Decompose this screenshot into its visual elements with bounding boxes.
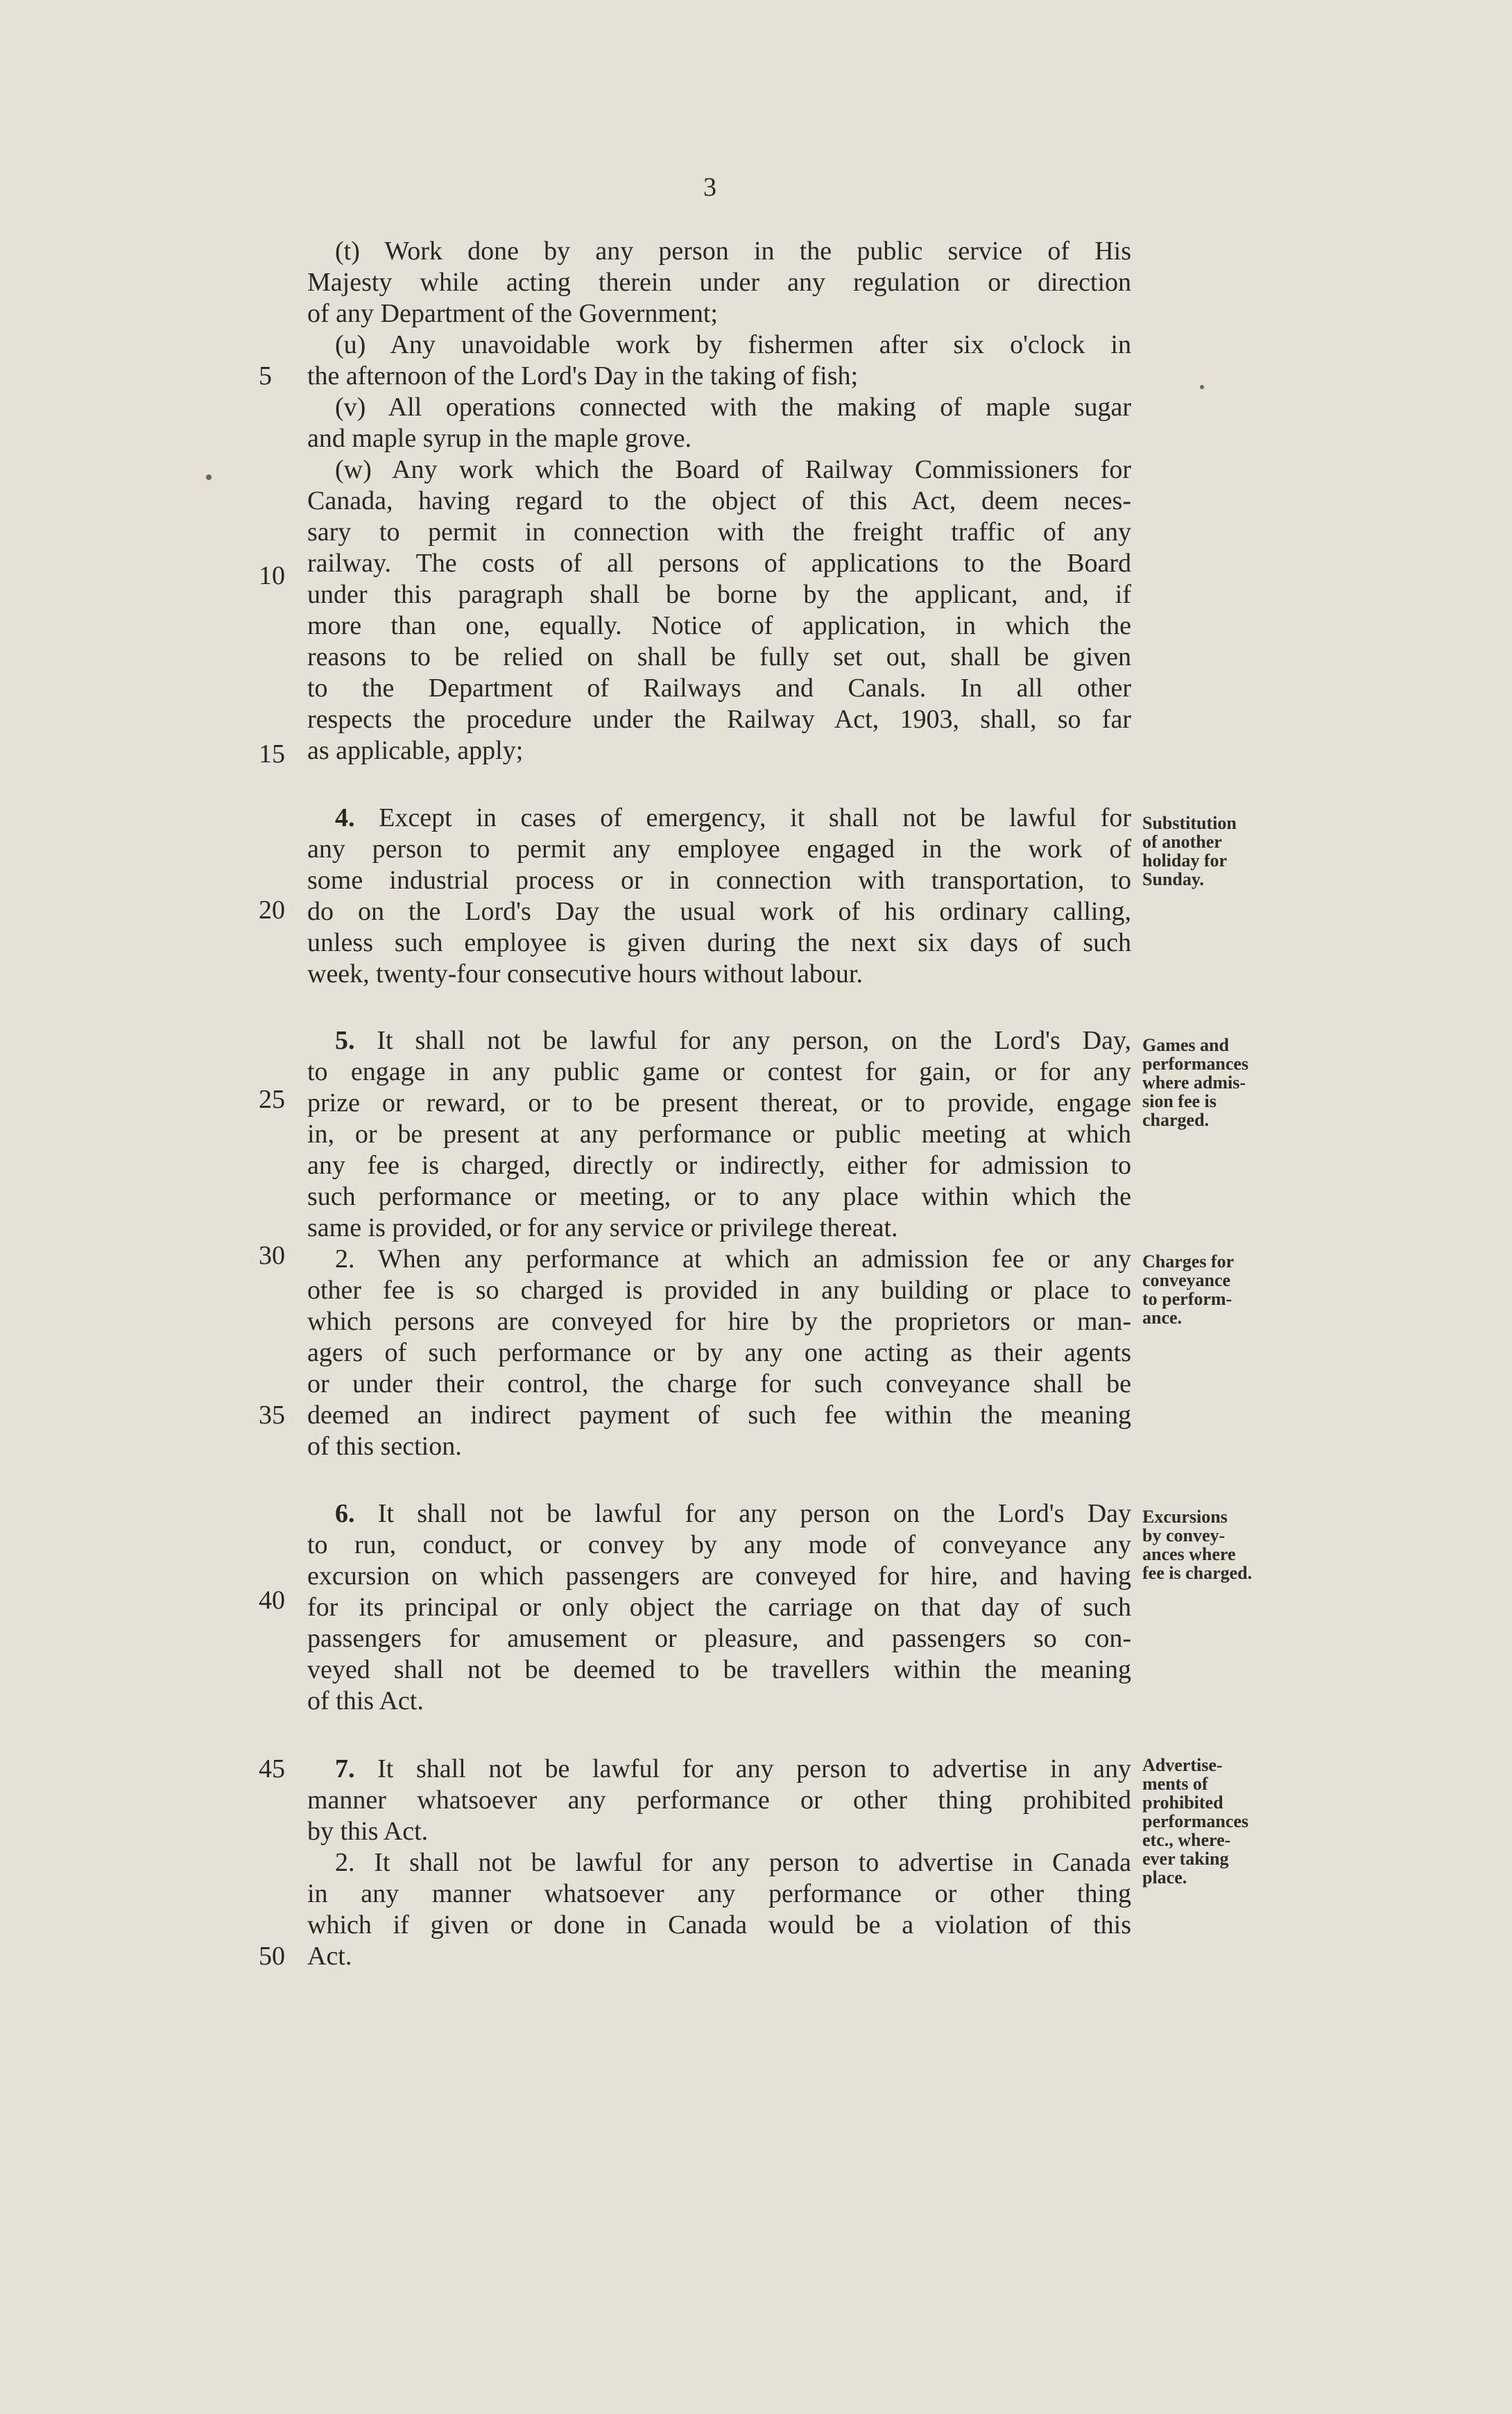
line-text: deemed an indirect payment of such fee within the meaning — [307, 1401, 1131, 1430]
line-text: railway. The costs of all persons of applications to the Board — [307, 549, 1131, 578]
line-text: 2. It shall not be lawful for any person to advertise in Canada — [335, 1848, 1131, 1877]
margin-note-line: etc., where- — [1142, 1830, 1231, 1850]
paper-speck — [206, 474, 212, 480]
paragraph-block — [307, 1754, 1131, 1972]
text-line — [307, 1941, 1131, 1972]
text-line — [307, 735, 1131, 767]
text-line — [307, 1056, 1131, 1088]
margin-line-number: 50 — [259, 1942, 285, 1971]
text-line — [307, 361, 1131, 392]
text-line — [307, 642, 1131, 673]
text-line — [307, 1498, 1131, 1530]
margin-line-number: 15 — [259, 739, 285, 769]
line-text: to run, conduct, or convey by any mode of conveyance any — [307, 1530, 1131, 1559]
text-line — [307, 1785, 1131, 1816]
text-line — [307, 517, 1131, 548]
line-text: It shall not be lawful for any person, on the Lord's Day, — [377, 1026, 1132, 1055]
line-text: (v) All operations connected with the making of maple sugar — [335, 393, 1131, 422]
text-line — [307, 834, 1131, 865]
line-text: week, twenty-four consecutive hours without labour. — [307, 959, 863, 988]
text-line — [307, 1431, 1131, 1462]
margin-note-line: charged. — [1142, 1110, 1210, 1130]
text-line — [307, 329, 1131, 361]
margin-note-line: Sunday. — [1142, 869, 1204, 889]
text-line — [307, 1816, 1131, 1847]
margin-note — [1142, 1507, 1291, 1582]
margin-note-line: ance. — [1142, 1308, 1183, 1328]
line-text: the afternoon of the Lord's Day in the taking of fish; — [307, 361, 859, 391]
margin-note — [1142, 814, 1291, 889]
line-text: respects the procedure under the Railway Act, 1903, shall, so far — [307, 705, 1131, 734]
margin-note-line: place. — [1142, 1867, 1187, 1887]
text-line — [307, 1369, 1131, 1400]
paragraph-block — [307, 803, 1131, 990]
text-line — [307, 267, 1131, 298]
text-line — [307, 1025, 1131, 1056]
text-line — [307, 1275, 1131, 1306]
line-text: in any manner whatsoever any performance or other thing — [307, 1879, 1131, 1908]
section-number: 6. — [335, 1499, 355, 1528]
text-line — [307, 1244, 1131, 1275]
line-text: which if given or done in Canada would be a violation of this — [307, 1910, 1131, 1940]
text-line — [307, 1592, 1131, 1623]
text-line — [307, 959, 1131, 990]
text-line — [307, 1337, 1131, 1369]
paragraph-block — [307, 1025, 1131, 1462]
paper-speck — [1200, 385, 1204, 389]
margin-note-line: where admis- — [1142, 1072, 1246, 1093]
text-line — [307, 298, 1131, 329]
line-text: Except in cases of emergency, it shall not be lawful for — [379, 803, 1132, 832]
margin-line-number: 40 — [259, 1586, 285, 1615]
paragraph-block — [307, 1498, 1131, 1717]
text-line — [307, 236, 1131, 267]
line-text: of any Department of the Government; — [307, 299, 718, 328]
text-line — [307, 1181, 1131, 1213]
line-text: to engage in any public game or contest for gain, or for any — [307, 1057, 1131, 1086]
margin-note — [1142, 1036, 1291, 1129]
margin-note-line: performances — [1142, 1811, 1249, 1831]
line-text: (w) Any work which the Board of Railway Commissioners for — [335, 455, 1131, 484]
line-text: to the Department of Railways and Canals. In all other — [307, 674, 1131, 703]
line-text: veyed shall not be deemed to be travellers within the meaning — [307, 1655, 1131, 1684]
line-text: 2. When any performance at which an admission fee or any — [335, 1244, 1131, 1274]
margin-line-number: 30 — [259, 1241, 285, 1270]
line-text: under this paragraph shall be borne by the applicant, and, if — [307, 580, 1131, 609]
line-text: It shall not be lawful for any person on the Lord's Day — [377, 1499, 1132, 1528]
line-text: other fee is so charged is provided in any building or place to — [307, 1276, 1131, 1305]
text-line — [307, 1754, 1131, 1785]
margin-note-line: ever taking — [1142, 1849, 1229, 1869]
line-text: It shall not be lawful for any person to advertise in any — [377, 1754, 1132, 1783]
margin-note — [1142, 1252, 1291, 1327]
line-text: any person to permit any employee engaged in the work of — [307, 834, 1131, 864]
text-line — [307, 1150, 1131, 1181]
line-text: Act. — [307, 1942, 352, 1971]
text-line — [307, 454, 1131, 486]
margin-note — [1142, 1756, 1291, 1887]
text-line — [307, 1654, 1131, 1686]
text-line — [307, 548, 1131, 579]
line-text: prize or reward, or to be present thereat, or to provide, engage — [307, 1088, 1131, 1118]
margin-note-line: Excursions — [1142, 1507, 1228, 1527]
margin-note-line: by convey- — [1142, 1525, 1226, 1546]
text-line — [307, 1088, 1131, 1119]
text-line — [307, 1213, 1131, 1244]
text-line — [307, 1530, 1131, 1561]
line-text: some industrial process or in connection with transportation, to — [307, 866, 1131, 895]
margin-note-line: performances — [1142, 1054, 1249, 1074]
text-line — [307, 1561, 1131, 1592]
line-text: excursion on which passengers are conveyed for hire, and having — [307, 1561, 1131, 1591]
line-text: unless such employee is given during the next six days of such — [307, 928, 1131, 957]
line-text: passengers for amusement or pleasure, and passengers so con- — [307, 1624, 1131, 1653]
text-line — [307, 392, 1131, 423]
text-line — [307, 673, 1131, 704]
margin-note-line: Games and — [1142, 1035, 1229, 1055]
margin-line-number: 35 — [259, 1401, 285, 1430]
margin-note-line: fee is charged. — [1142, 1563, 1253, 1583]
margin-line-number: 10 — [259, 561, 285, 590]
margin-line-number: 45 — [259, 1754, 285, 1783]
line-text: and maple syrup in the maple grove. — [307, 424, 692, 453]
margin-note-line: Advertise- — [1142, 1755, 1223, 1775]
margin-note-line: ances where — [1142, 1544, 1236, 1564]
page-number: 3 — [703, 173, 716, 202]
margin-note-line: prohibited — [1142, 1792, 1223, 1813]
line-text: Canada, having regard to the object of this Act, deem neces- — [307, 486, 1131, 515]
text-line — [307, 486, 1131, 517]
line-text: manner whatsoever any performance or other thing prohibited — [307, 1786, 1131, 1815]
margin-line-number: 20 — [259, 896, 285, 925]
line-text: such performance or meeting, or to any place within which the — [307, 1182, 1131, 1211]
line-text: do on the Lord's Day the usual work of his ordinary calling, — [307, 897, 1131, 926]
section-number: 5. — [335, 1026, 355, 1055]
line-text: Majesty while acting therein under any regulation or direction — [307, 268, 1131, 297]
text-line — [307, 927, 1131, 959]
text-line — [307, 803, 1131, 834]
line-text: (t) Work done by any person in the public service of His — [335, 237, 1131, 266]
margin-line-number: 25 — [259, 1085, 285, 1114]
text-line — [307, 423, 1131, 454]
line-text: sary to permit in connection with the freight traffic of any — [307, 517, 1131, 547]
text-line — [307, 1686, 1131, 1717]
paragraph-block — [307, 236, 1131, 767]
line-text: in, or be present at any performance or public meeting at which — [307, 1120, 1131, 1149]
margin-note-line: ments of — [1142, 1774, 1208, 1794]
line-text: as applicable, apply; — [307, 736, 524, 765]
text-line — [307, 1119, 1131, 1150]
line-text: for its principal or only object the carriage on that day of such — [307, 1593, 1131, 1622]
text-line — [307, 704, 1131, 735]
line-text: (u) Any unavoidable work by fishermen after six o'clock in — [335, 330, 1131, 359]
margin-note-line: Substitution — [1142, 813, 1237, 833]
line-text: of this Act. — [307, 1686, 424, 1715]
text-line — [307, 1400, 1131, 1431]
text-line — [307, 1847, 1131, 1878]
line-text: by this Act. — [307, 1817, 429, 1846]
text-line — [307, 1623, 1131, 1654]
text-line — [307, 865, 1131, 896]
margin-note-line: to perform- — [1142, 1289, 1232, 1309]
margin-note-line: of another — [1142, 832, 1222, 852]
margin-note-line: sion fee is — [1142, 1091, 1217, 1111]
line-text: or under their control, the charge for such conveyance shall be — [307, 1369, 1131, 1398]
margin-note-line: conveyance — [1142, 1270, 1231, 1290]
margin-note-line: holiday for — [1142, 850, 1228, 871]
line-text: any fee is charged, directly or indirectly, either for admission to — [307, 1151, 1131, 1180]
section-number: 4. — [335, 803, 355, 832]
line-text: reasons to be relied on shall be fully set out, shall be given — [307, 642, 1131, 671]
margin-line-number: 5 — [259, 361, 272, 391]
text-line — [307, 1878, 1131, 1910]
text-line — [307, 1306, 1131, 1337]
text-line — [307, 610, 1131, 642]
line-text: same is provided, or for any service or privilege thereat. — [307, 1213, 898, 1242]
line-text: which persons are conveyed for hire by the proprietors or man- — [307, 1307, 1131, 1336]
section-number: 7. — [335, 1754, 355, 1783]
line-text: more than one, equally. Notice of application, in which the — [307, 611, 1131, 640]
text-line — [307, 579, 1131, 610]
line-text: of this section. — [307, 1432, 462, 1461]
text-line — [307, 896, 1131, 927]
line-text: agers of such performance or by any one acting as their agents — [307, 1338, 1131, 1367]
text-line — [307, 1910, 1131, 1941]
margin-note-line: Charges for — [1142, 1251, 1235, 1272]
